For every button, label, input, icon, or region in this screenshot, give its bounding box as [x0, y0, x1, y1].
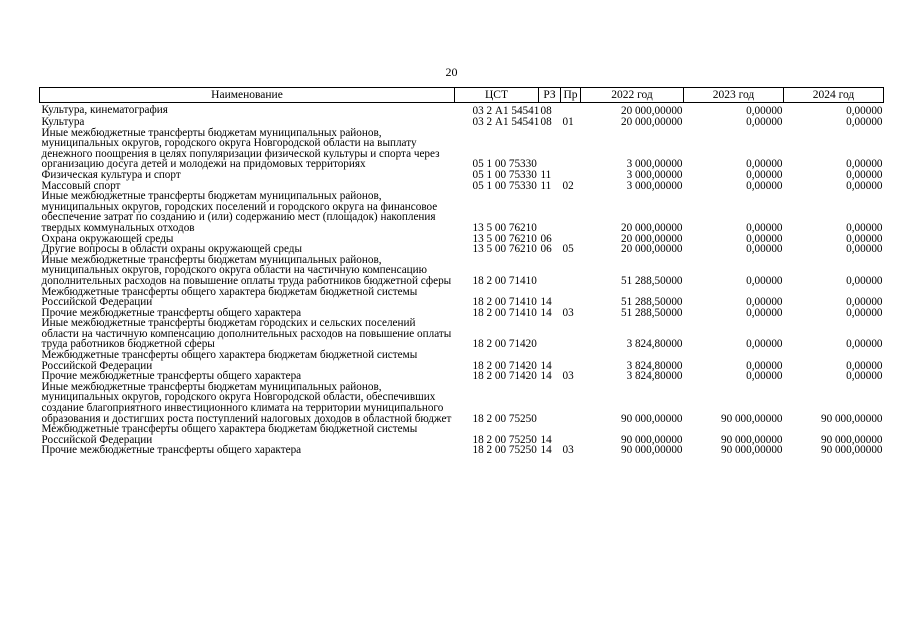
- cell-cst: 18 2 00 71420: [472, 370, 537, 383]
- table-row: [40, 287, 884, 308]
- cell-rz: 08: [540, 116, 552, 128]
- header-rz: РЗ: [539, 88, 561, 103]
- cell-rz: [539, 382, 561, 424]
- cell-cst: 05 1 00 75330: [472, 158, 537, 171]
- cell-2022: 90 000,00000: [620, 412, 683, 425]
- cell-2024: 0,00000: [846, 243, 883, 256]
- cell-cst: 18 2 00 71420: [472, 338, 537, 351]
- page-number: 20: [445, 65, 458, 79]
- cell-cst: 05 1 00 75330: [472, 168, 537, 181]
- header-pr: Пр: [561, 88, 581, 103]
- cell-2022: 20 000,00000: [620, 105, 683, 118]
- cell-rz: [539, 128, 561, 170]
- cell-pr: [561, 318, 581, 350]
- table-row: [40, 445, 884, 456]
- cell-cst: 13 5 00 76210: [472, 243, 537, 256]
- cell-2023: 0,00000: [746, 370, 783, 383]
- cell-2024: 0,00000: [846, 338, 883, 351]
- cell-pr: 01: [562, 116, 574, 128]
- cell-rz: 06: [540, 232, 552, 245]
- cell-2024: 90 000,00000: [820, 444, 883, 457]
- table-row: [40, 424, 884, 445]
- cell-name: Иные межбюджетные трансферты бюджетам муниципальных районов, муниципальных округов, городского округа Новгородской области, обеспечивших создание благоприятного инвестиционного климата на территории муниципального образования и достигших роста поступлений налоговых доходов в областной бюджет: [41, 380, 452, 425]
- cell-name: Межбюджетные трансферты общего характера бюджетам бюджетной системы Российской Федерации: [41, 349, 418, 372]
- cell-pr: [561, 287, 581, 308]
- cell-2022: 3 824,80000: [626, 370, 683, 383]
- cell-rz: 11: [540, 168, 552, 181]
- cell-rz: 14: [540, 359, 552, 372]
- cell-cst: 03 2 А1 54541: [472, 105, 540, 118]
- cell-cst: 18 2 00 75250: [472, 433, 537, 446]
- cell-name: Иные межбюджетные трансферты бюджетам муниципальных районов, муниципальных округов, городского округа области на частичную компенсацию дополнительных расходов на повышение оплаты труда работников бюджетной сферы: [41, 253, 452, 287]
- cell-2023: 0,00000: [746, 168, 783, 181]
- cell-name: Физическая культура и спорт: [41, 168, 181, 181]
- cell-rz: 14: [540, 444, 552, 457]
- cell-2024: 0,00000: [846, 168, 883, 181]
- cell-rz: 14: [540, 306, 552, 319]
- cell-2022: 51 288,50000: [620, 274, 683, 287]
- table-row: [40, 128, 884, 170]
- cell-rz: 14: [540, 296, 552, 309]
- table-row: [40, 382, 884, 424]
- cell-2023: 0,00000: [746, 338, 783, 351]
- cell-2022: 3 000,00000: [626, 158, 683, 171]
- cell-name: Прочие межбюджетные трансферты общего характера: [41, 306, 302, 319]
- cell-2022: 20 000,00000: [620, 232, 683, 245]
- cell-name: Массовый спорт: [41, 179, 121, 192]
- cell-2022: 20 000,00000: [620, 116, 683, 128]
- table-body: [40, 103, 884, 457]
- header-cst: ЦСТ: [455, 88, 539, 103]
- cell-pr: [561, 128, 581, 170]
- cell-name: Межбюджетные трансферты общего характера бюджетам бюджетной системы Российской Федерации: [41, 285, 418, 309]
- cell-cst: 18 2 00 71420: [472, 359, 537, 372]
- cell-pr: [561, 424, 581, 445]
- cell-rz: 06: [540, 243, 552, 256]
- cell-name: Иные межбюджетные трансферты бюджетам муниципальных районов, муниципальных округов, городского округа Новгородской области на выплату денежного поощрения в целях популяризации физической культуры и спорта через организацию досуга детей и молодежи на придомовых территориях: [41, 126, 440, 171]
- cell-pr: 03: [562, 444, 574, 457]
- header-2024: 2024 год: [784, 88, 884, 103]
- table-row: [40, 117, 884, 128]
- cell-2022: 51 288,50000: [620, 306, 683, 319]
- cell-pr: [561, 255, 581, 287]
- cell-cst: 13 5 00 76210: [472, 232, 537, 245]
- cell-cst: 18 2 00 71410: [472, 274, 537, 287]
- cell-2024: 0,00000: [846, 296, 883, 309]
- header-name: Наименование: [40, 88, 455, 103]
- cell-2022: 51 288,50000: [620, 296, 683, 309]
- cell-2022: 90 000,00000: [620, 433, 683, 446]
- cell-2023: 0,00000: [746, 359, 783, 372]
- table-row: [40, 350, 884, 371]
- cell-cst: 18 2 00 71410: [472, 306, 537, 319]
- cell-2023: 0,00000: [746, 179, 783, 192]
- cell-2024: 0,00000: [846, 221, 883, 234]
- cell-2023: 0,00000: [746, 221, 783, 234]
- cell-pr: 02: [562, 179, 574, 192]
- cell-2023: 0,00000: [746, 105, 783, 118]
- cell-2024: 0,00000: [846, 306, 883, 319]
- cell-2022: 3 824,80000: [626, 338, 683, 351]
- cell-2024: 0,00000: [846, 370, 883, 383]
- cell-name: Культура: [41, 116, 85, 128]
- cell-pr: [561, 382, 581, 424]
- cell-name: Культура, кинематография: [41, 104, 168, 116]
- budget-table: [39, 87, 884, 456]
- cell-rz: [539, 318, 561, 350]
- cell-2024: 90 000,00000: [820, 412, 883, 425]
- cell-cst: 18 2 00 71410: [472, 296, 537, 309]
- cell-2024: 0,00000: [846, 179, 883, 192]
- cell-name: Другие вопросы в области охраны окружающей среды: [41, 243, 303, 256]
- cell-2022: 3 824,80000: [626, 359, 683, 372]
- cell-rz: 14: [540, 433, 552, 446]
- cell-2023: 0,00000: [746, 116, 783, 128]
- cell-2023: 0,00000: [746, 296, 783, 309]
- cell-2024: 0,00000: [846, 359, 883, 372]
- cell-name: Прочие межбюджетные трансферты общего характера: [41, 370, 302, 383]
- cell-pr: [561, 191, 581, 233]
- cell-2023: 0,00000: [746, 243, 783, 256]
- cell-2022: 90 000,00000: [620, 444, 683, 457]
- table-row: [40, 318, 884, 350]
- cell-rz: [539, 255, 561, 287]
- cell-2023: 0,00000: [746, 158, 783, 171]
- cell-name: Иные межбюджетные трансферты бюджетам муниципальных районов, муниципальных округов, городских поселений и городского округа на финансовое обеспечение затрат по созданию и (или) содержанию мест (площадок) накопления твердых коммунальных отходов: [41, 190, 438, 234]
- cell-name: Межбюджетные трансферты общего характера бюджетам бюджетной системы Российской Федерации: [41, 423, 418, 446]
- cell-pr: [561, 170, 581, 181]
- cell-2022: 3 000,00000: [626, 168, 683, 181]
- table-header-row: [40, 88, 884, 103]
- cell-rz: 14: [540, 370, 552, 383]
- table-row: [40, 255, 884, 287]
- cell-2024: 0,00000: [846, 105, 883, 118]
- cell-rz: 08: [540, 105, 552, 118]
- cell-2023: 90 000,00000: [720, 444, 783, 457]
- cell-2023: 90 000,00000: [720, 412, 783, 425]
- cell-name: Охрана окружающей среды: [41, 232, 174, 245]
- cell-cst: 18 2 00 75250: [472, 444, 537, 457]
- cell-2023: 0,00000: [746, 232, 783, 245]
- cell-2023: 90 000,00000: [720, 433, 783, 446]
- cell-2023: 0,00000: [746, 306, 783, 319]
- cell-name: Иные межбюджетные трансферты бюджетам городских и сельских поселений области на частичную компенсацию дополнительных расходов на повышение оплаты труда работников бюджетной сферы: [41, 317, 452, 351]
- cell-2023: 0,00000: [746, 274, 783, 287]
- cell-pr: 03: [562, 370, 574, 383]
- cell-rz: [539, 191, 561, 233]
- cell-pr: 05: [562, 243, 574, 256]
- table-row: [40, 103, 884, 118]
- header-2023: 2023 год: [684, 88, 784, 103]
- cell-2022: 20 000,00000: [620, 221, 683, 234]
- header-2022: 2022 год: [581, 88, 684, 103]
- cell-2024: 0,00000: [846, 116, 883, 128]
- cell-pr: 03: [562, 306, 574, 319]
- cell-2024: 90 000,00000: [820, 433, 883, 446]
- cell-2024: 0,00000: [846, 232, 883, 245]
- table-row: [40, 191, 884, 233]
- cell-cst: 13 5 00 76210: [472, 221, 537, 234]
- cell-pr: [561, 103, 581, 118]
- cell-cst: 03 2 А1 54541: [472, 116, 540, 128]
- cell-2024: 0,00000: [846, 274, 883, 287]
- cell-rz: 11: [540, 179, 552, 192]
- cell-2024: 0,00000: [846, 158, 883, 171]
- table-row: [40, 170, 884, 181]
- cell-name: Прочие межбюджетные трансферты общего характера: [41, 444, 302, 457]
- cell-cst: 05 1 00 75330: [472, 179, 537, 192]
- cell-pr: [561, 350, 581, 371]
- cell-2022: 3 000,00000: [626, 179, 683, 192]
- cell-cst: 18 2 00 75250: [472, 412, 537, 425]
- cell-2022: 20 000,00000: [620, 243, 683, 256]
